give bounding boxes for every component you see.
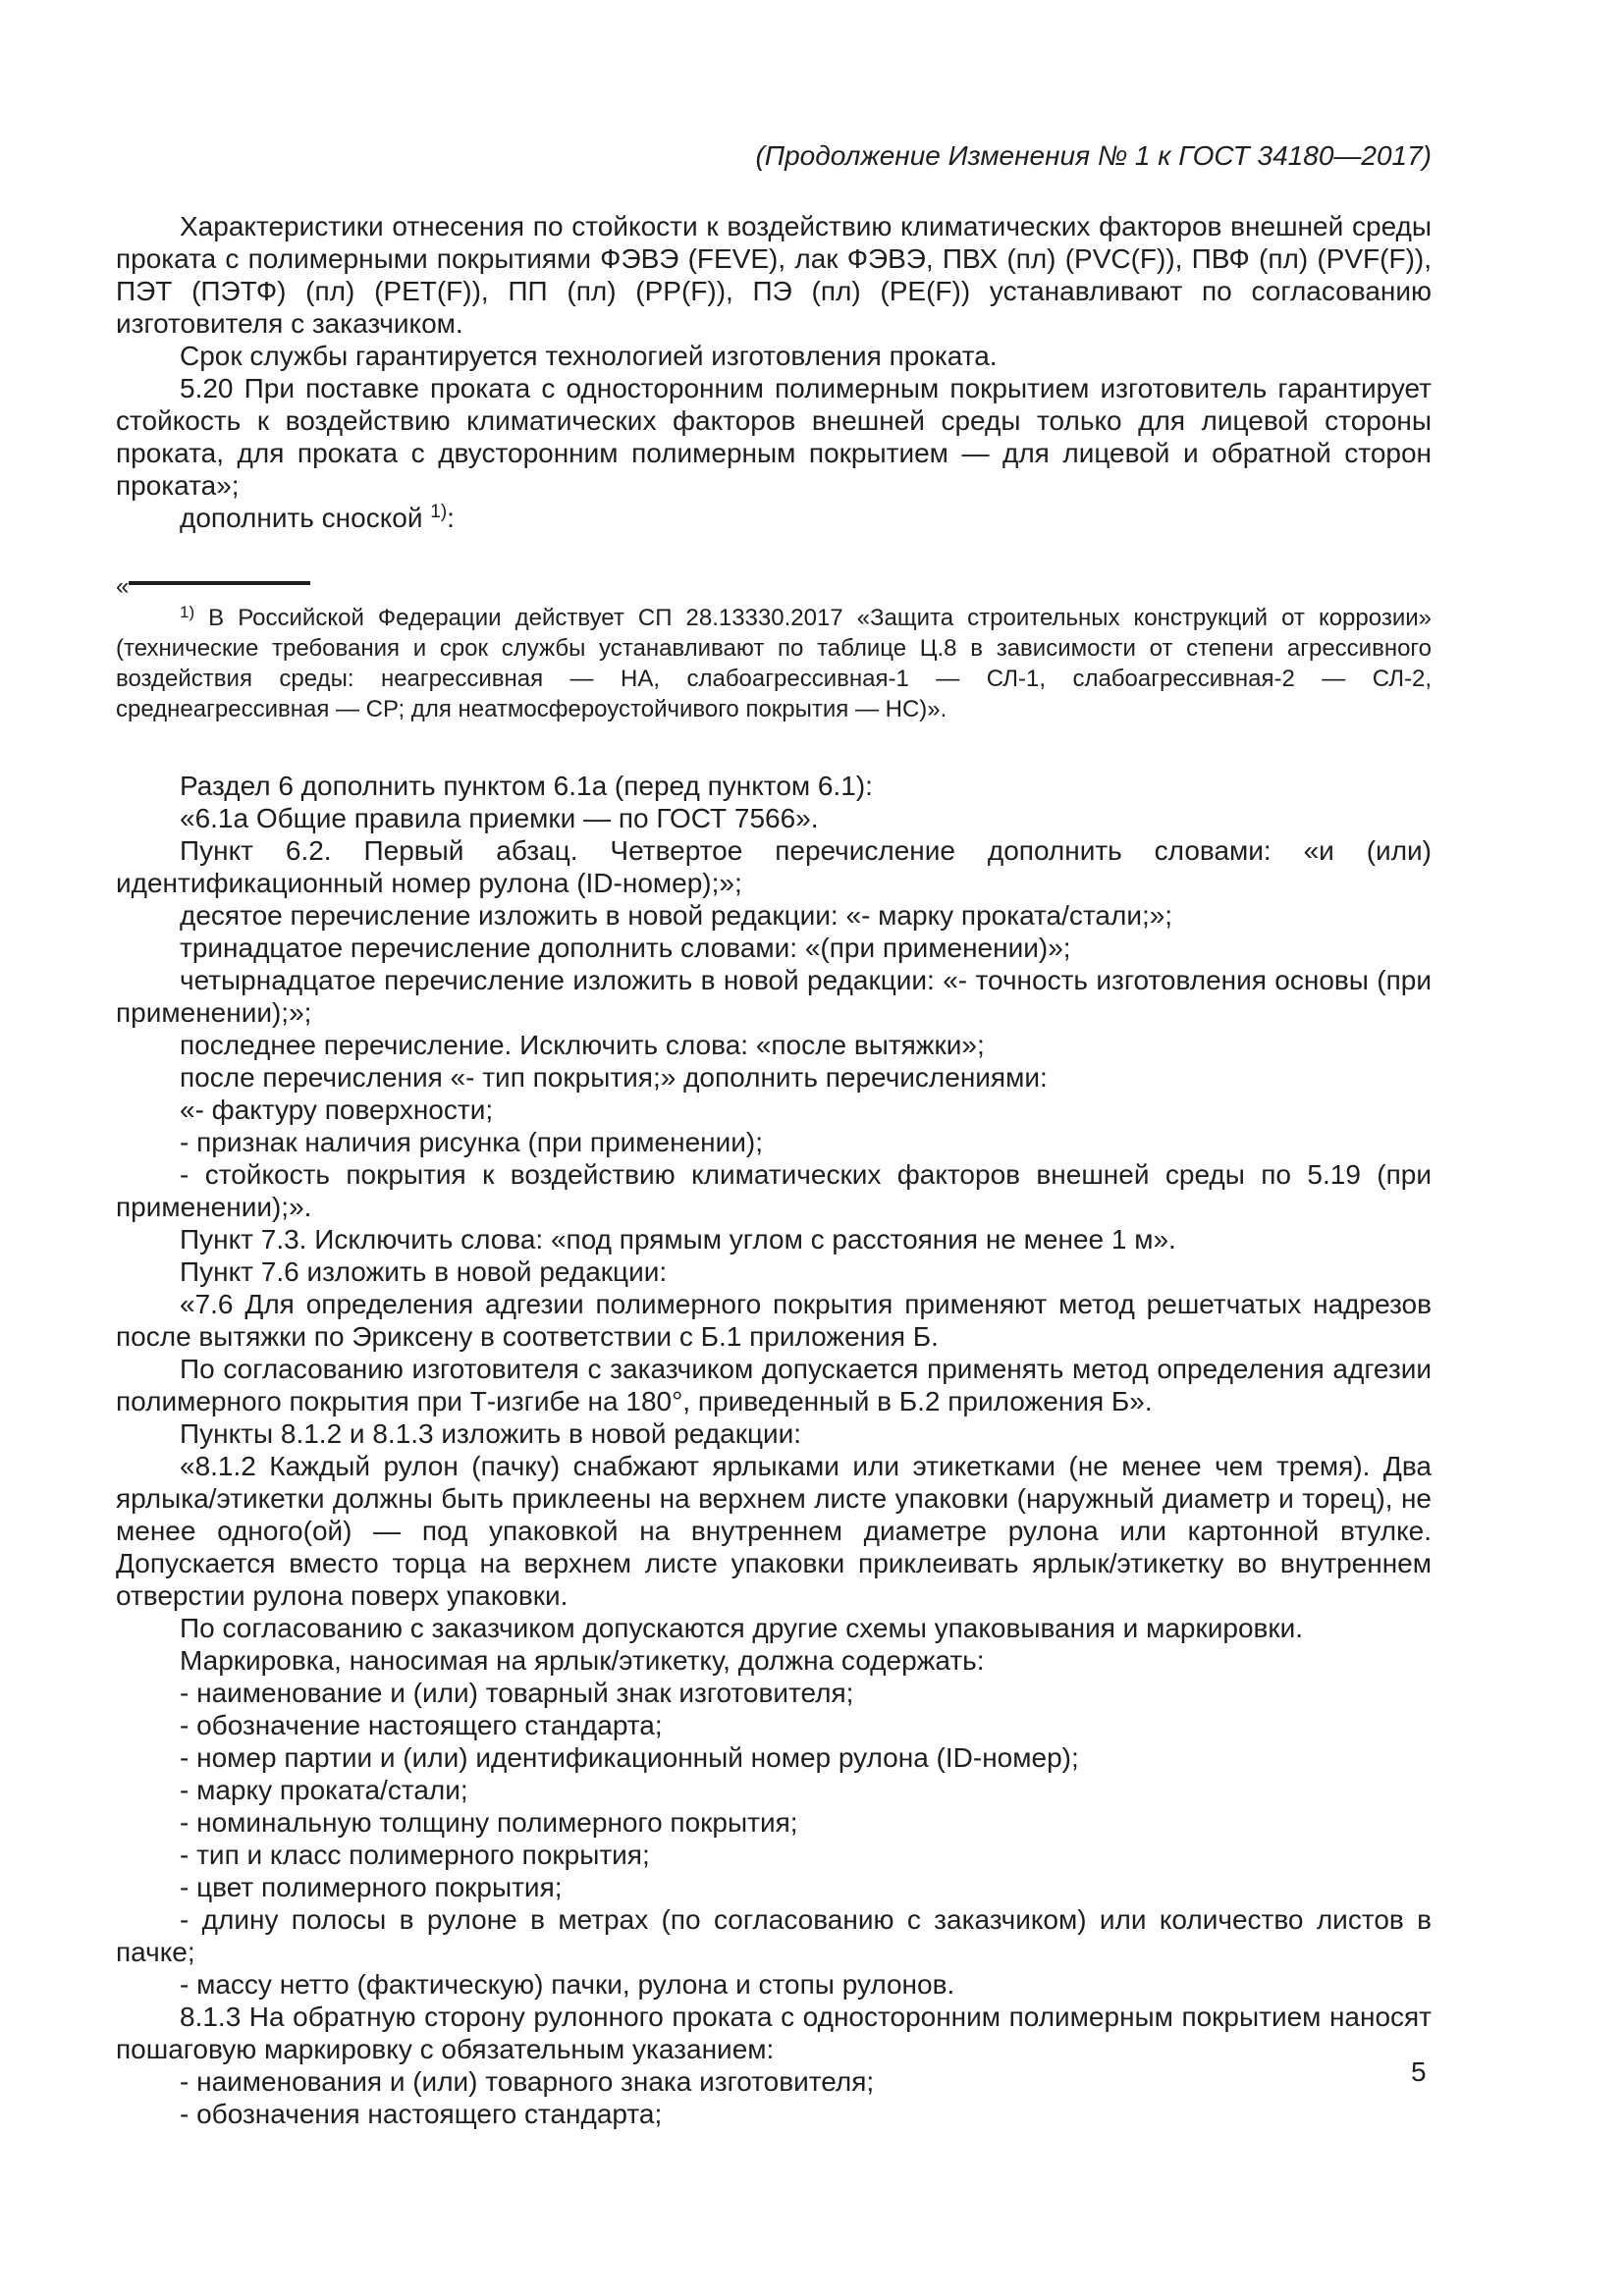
body-before-footnote — [116, 210, 1432, 502]
footnote — [116, 603, 1432, 724]
paragraph: Маркировка, наносимая на ярлык/этикетку, должна содержать: — [180, 1645, 985, 1676]
paragraph: - наименования и (или) товарного знака изготовителя; — [180, 2066, 875, 2097]
body-after-footnote — [116, 770, 1432, 2130]
paragraph: Характеристики отнесения по стойкости к воздействию климатических факторов внешней среды проката с полимерными покрытиями ФЭВЭ (FEVE), лак ФЭВЭ, ПВХ (пл) (PVC(F)), ПВФ (пл) (PVF(F)), ПЭТ (ПЭТФ) (пл) (PET(F)), ПП (пл) (PP(F)), ПЭ (пл) (PE(F)) устанавливают по согласованию изготовителя с заказчиком. — [116, 211, 1432, 339]
paragraph: 8.1.3 На обратную сторону рулонного проката с односторонним полимерным покрытием наносят пошаговую маркировку с обязательным указанием: — [116, 2002, 1432, 2064]
paragraph: - тип и класс полимерного покрытия; — [180, 1840, 650, 1870]
footnote-callout — [116, 502, 1432, 534]
paragraph: Пункт 6.2. Первый абзац. Четвертое перечисление дополнить словами: «и (или) идентификационный номер рулона (ID-номер);»; — [116, 835, 1432, 898]
paragraph: - длину полосы в рулоне в метрах (по согласованию с заказчиком) или количество листов в пачке; — [116, 1904, 1432, 1967]
footnote-callout-tail: : — [447, 503, 455, 533]
paragraph: - массу нетто (фактическую) пачки, рулона и стопы рулонов. — [180, 1969, 955, 2000]
paragraph: «8.1.2 Каждый рулон (пачку) снабжают ярлыками или этикетками (не менее чем тремя). Два ярлыка/этикетки должны быть приклеены на верхнем листе упаковки (наружный диаметр и торец), не менее одного(ой) — под упаковкой на внутреннем диаметре рулона или картонной втулке. Допускается вместо торца на верхнем листе упаковки приклеивать ярлык/этикетку во внутреннем отверстии рулона поверх упаковки. — [116, 1451, 1432, 1611]
paragraph: - стойкость покрытия к воздействию климатических факторов внешней среды по 5.19 (при применении);». — [116, 1159, 1432, 1222]
paragraph: четырнадцатое перечисление изложить в новой редакции: «- точность изготовления основы (при применении);»; — [116, 965, 1432, 1028]
paragraph: - цвет полимерного покрытия; — [180, 1872, 563, 1902]
paragraph: «7.6 Для определения адгезии полимерного покрытия применяют метод решетчатых надрезов после вытяжки по Эриксену в соответствии с Б.1 приложения Б. — [116, 1289, 1432, 1352]
footnote-ref-marker: 1) — [430, 502, 448, 522]
footnote-separator — [116, 575, 1432, 599]
paragraph: Пункт 7.3. Исключить слова: «под прямым углом с расстояния не менее 1 м». — [180, 1224, 1176, 1255]
paragraph: По согласованию с заказчиком допускаются другие схемы упаковывания и маркировки. — [180, 1613, 1304, 1643]
paragraph: - обозначение настоящего стандарта; — [180, 1710, 663, 1740]
paragraph: десятое перечисление изложить в новой редакции: «- марку проката/стали;»; — [180, 900, 1173, 931]
footnote-callout-text: дополнить сноской — [180, 503, 423, 533]
paragraph: Раздел 6 дополнить пунктом 6.1а (перед пунктом 6.1): — [180, 771, 873, 801]
footnote-body-text: В Российской Федерации действует СП 28.13330.2017 «Защита строительных конструкций от коррозии» (технические требования и срок службы устанавливают по таблице Ц.8 в зависимости от степени агрессивного воздействия среды: неагрессивная — НА, слабоагрессивная-1 — СЛ-1, слабоагрессивная-2 — СЛ-2, среднеагрессивная — СР; для неатмосфероустойчивого покрытия — НС)». — [116, 605, 1432, 722]
footnote-rule — [129, 581, 310, 585]
paragraph: 5.20 При поставке проката с односторонним полимерным покрытием изготовитель гарантирует стойкость к воздействию климатических факторов внешней среды только для лицевой стороны проката, для проката с двусторонним полимерным покрытием — для лицевой и обратной сторон проката»; — [116, 373, 1432, 501]
footnote-open-quote: « — [116, 573, 130, 600]
paragraph: последнее перечисление. Исключить слова: «после вытяжки»; — [180, 1030, 985, 1060]
paragraph: - номер партии и (или) идентификационный номер рулона (ID-номер); — [180, 1742, 1079, 1773]
paragraph: «- фактуру поверхности; — [180, 1095, 494, 1125]
footnote-marker: 1) — [180, 603, 195, 621]
paragraph: - наименование и (или) товарный знак изготовителя; — [180, 1678, 854, 1708]
paragraph: - номинальную толщину полимерного покрытия; — [180, 1807, 798, 1838]
header-continuation: (Продолжение Изменения № 1 к ГОСТ 34180—2017) — [755, 140, 1432, 171]
paragraph: тринадцатое перечисление дополнить словами: «(при применении)»; — [180, 933, 1071, 963]
paragraph: - обозначения настоящего стандарта; — [180, 2099, 663, 2129]
paragraph: Пункт 7.6 изложить в новой редакции: — [180, 1256, 668, 1287]
paragraph: Пункты 8.1.2 и 8.1.3 изложить в новой редакции: — [180, 1418, 802, 1449]
paragraph: - марку проката/стали; — [180, 1775, 468, 1805]
paragraph: - признак наличия рисунка (при применении); — [180, 1127, 764, 1157]
paragraph: после перечисления «- тип покрытия;» дополнить перечислениями: — [180, 1062, 1048, 1093]
paragraph: Срок службы гарантируется технологией изготовления проката. — [180, 341, 998, 371]
paragraph: По согласованию изготовителя с заказчиком допускается применять метод определения адгезии полимерного покрытия при Т-изгибе на 180°, приведенный в Б.2 приложения Б». — [116, 1354, 1432, 1416]
paragraph: «6.1а Общие правила приемки — по ГОСТ 7566». — [180, 803, 819, 833]
page-number: 5 — [1411, 2056, 1427, 2087]
